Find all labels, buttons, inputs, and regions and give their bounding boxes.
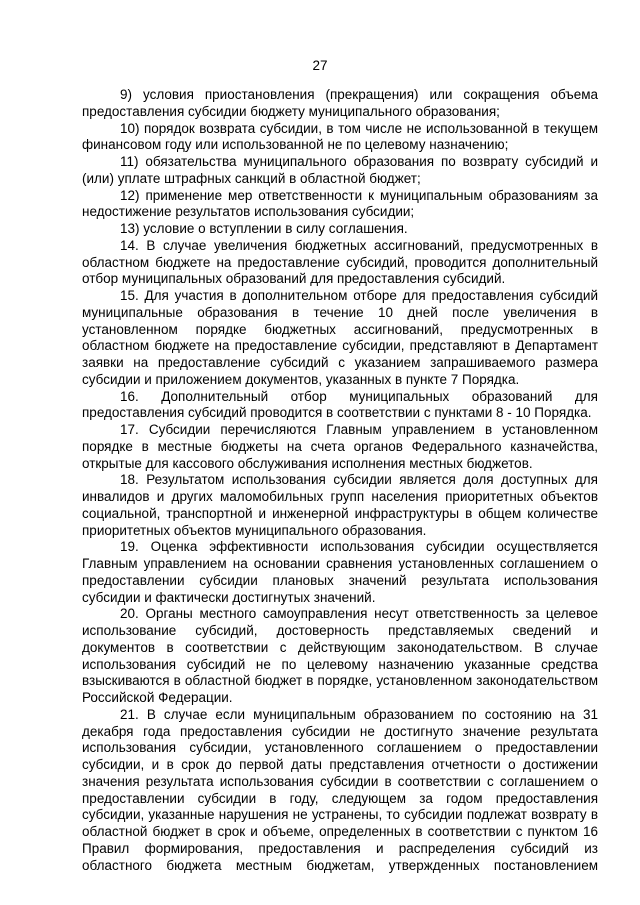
- paragraph-clause-16: 16. Дополнительный отбор муниципальных образований для предоставления субсидий проводится в соответствии с пунктами 8 - 10 Порядка.: [82, 388, 598, 421]
- paragraph-item-11: 11) обязательства муниципального образования по возврату субсидий и (или) уплате штрафных санкций в областной бюджет;: [82, 154, 598, 186]
- page-number: 27: [312, 58, 328, 73]
- paragraph-item-12: 12) применение мер ответственности к муниципальным образованиям за недостижение результатов использования субсидии;: [82, 187, 598, 220]
- paragraph-clause-18: 18. Результатом использования субсидии является доля доступных для инвалидов и других маломобильных групп населения приоритетных объектов социальной, транспортной и инженерной инфраструктуры в общем количестве приоритетных объектов муниципального образования.: [82, 472, 598, 538]
- paragraph-clause-20: 20. Органы местного самоуправления несут ответственность за целевое использование субсидий, достоверность представляемых сведений и документов в соответствии с действующим законодательством. В случае использования субсидий не по целевому назначению указанные средства взыскиваются в областной бюджет в порядке, установленном законодательством Российской Федерации.: [82, 606, 598, 705]
- paragraph-clause-19: 19. Оценка эффективности использования субсидии осуществляется Главным управлением на основании сравнения установленных соглашением о предоставлении субсидии плановых значений результата использования субсидии и фактически достигнутых значений.: [82, 539, 598, 605]
- paragraph-clause-15: 15. Для участия в дополнительном отборе для предоставления субсидий муниципальные образования в течение 10 дней после увеличения в установленном порядке бюджетных ассигнований, предусмотренных в областном бюджете на предоставление субсидии, представляют в Департамент заявки на предоставление субсидий с указанием запрашиваемого размера субсидии и приложением документов, указанных в пункте 7 Порядка.: [82, 288, 598, 387]
- paragraph-item-9: 9) условия приостановления (прекращения) или сокращения объема предоставления субсидии бюджету муниципального образования;: [82, 87, 598, 119]
- paragraph-item-13: 13) условие о вступлении в силу соглашения.: [120, 221, 408, 236]
- paragraph-item-10: 10) порядок возврата субсидии, в том числе не использованной в текущем финансовом году или использованной не по целевому назначению;: [82, 120, 598, 153]
- paragraph-clause-14: 14. В случае увеличения бюджетных ассигнований, предусмотренных в областном бюджете на предоставление субсидий, проводится дополнительный отбор муниципальных образований для предоставления субсидий.: [82, 237, 598, 287]
- paragraph-clause-17: 17. Субсидии перечисляются Главным управлением в установленном порядке в местные бюджеты на счета органов Федерального казначейства, открытые для кассового обслуживания исполнения местных бюджетов.: [82, 422, 598, 471]
- paragraph-clause-21: 21. В случае если муниципальным образованием по состоянию на 31 декабря года предоставления субсидии не достигнуто значение результата использования субсидии, установленного соглашением о предоставлении субсидии, и в срок до первой даты представления отчетности о достижении значения результата использования субсидии в соответствии с соглашением о предоставлении субсидии в году, следующем за годом предоставления субсидии, указанные нарушения не устранены, то субсидии подлежат возврату в областной бюджет в срок и объеме, определенных в соответствии с пунктом 16 Правил формирования, предоставления и распределения субсидий из областного бюджета местным бюджетам, утвержденных постановлением: [82, 706, 598, 873]
- body-text: [82, 87, 598, 874]
